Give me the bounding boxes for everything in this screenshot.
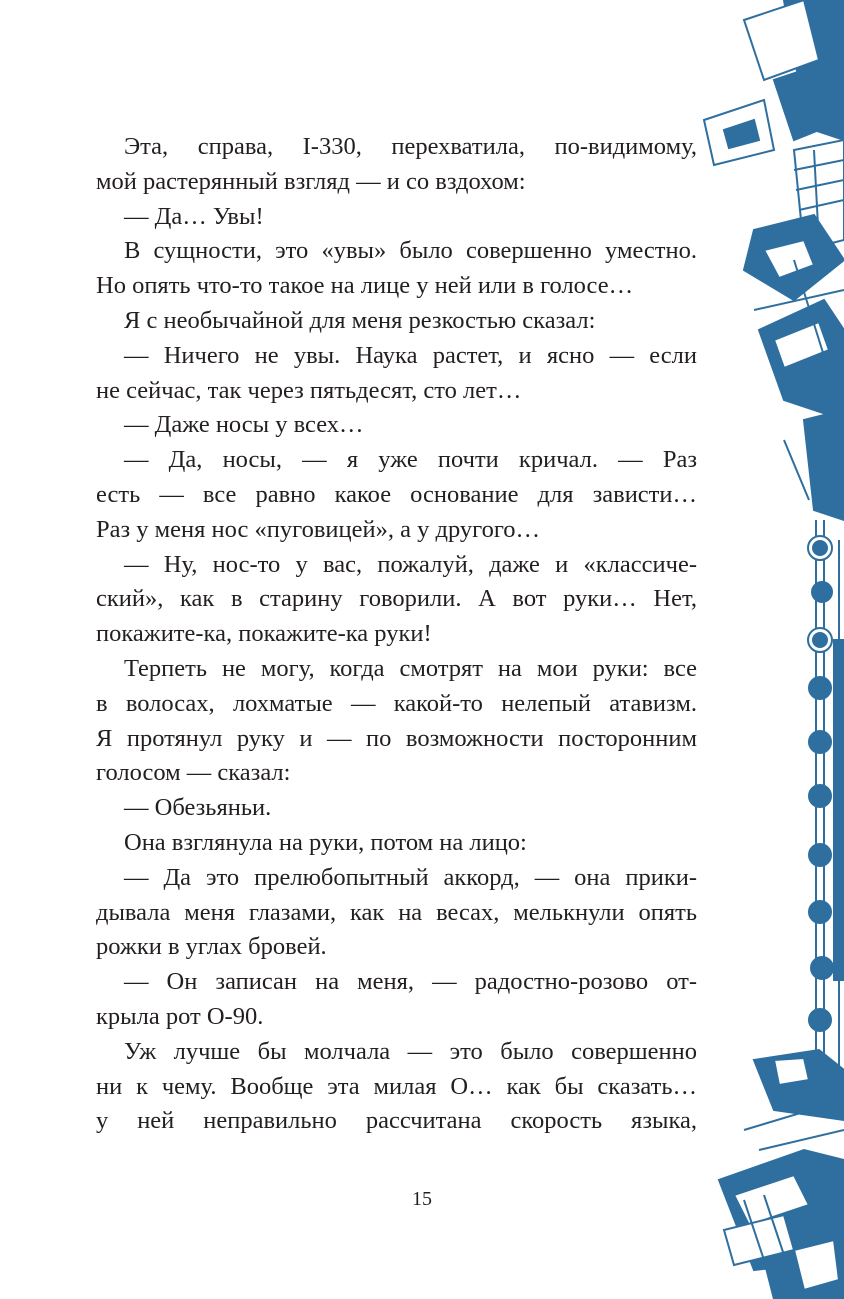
text-line: Она взглянула на руки, потом на лицо:	[124, 828, 527, 856]
text-line: Уж лучше бы молчала — это было совершенно	[124, 1037, 697, 1065]
text-line: — Даже носы у всех…	[124, 411, 364, 439]
body-text	[96, 130, 697, 1139]
text-line: голосом — сказал:	[96, 759, 291, 787]
text-line: мой растерянный взгляд — и со вздохом:	[96, 167, 526, 195]
text-line: В сущности, это «увы» было совершенно уместно.	[124, 237, 697, 265]
text-line: дывала меня глазами, как на весах, мелькнули опять	[96, 898, 697, 926]
text-line: Я с необычайной для меня резкостью сказал:	[124, 306, 596, 334]
text-line: — Обезьяньи.	[124, 794, 272, 822]
text-line: Эта, справа, I-330, перехватила, по-видимому,	[124, 133, 697, 160]
page-number: 15	[412, 1188, 432, 1210]
text-line: покажите-ка, покажите-ка руки!	[96, 620, 432, 648]
text-line: Я протянул руку и — по возможности посторонним	[96, 724, 697, 752]
text-line: — Он записан на меня, — радостно-розово от-	[124, 968, 697, 996]
text-line: ни к чему. Вообще эта милая О… как бы сказать…	[96, 1072, 697, 1100]
text-line: в волосах, лохматые — какой-то нелепый атавизм.	[96, 689, 697, 717]
text-line: — Ничего не увы. Наука растет, и ясно — если	[124, 341, 697, 369]
building-sketch-illustration	[644, 0, 844, 1299]
text-line: ский», как в старину говорили. А вот руки… Нет,	[96, 585, 697, 613]
text-line: Раз у меня нос «пуговицей», а у другого…	[96, 515, 541, 543]
text-line: не сейчас, так через пятьдесят, сто лет…	[96, 376, 522, 404]
text-line: — Да… Увы!	[124, 202, 264, 230]
text-line: есть — все равно какое основание для зависти…	[96, 480, 697, 508]
text-line: у ней неправильно рассчитана скорость языка,	[96, 1107, 697, 1135]
text-line: крыла рот О-90.	[96, 1002, 264, 1030]
text-line: — Ну, нос-то у вас, пожалуй, даже и «классиче-	[124, 550, 697, 578]
text-line: — Да это прелюбопытный аккорд, — она прики-	[124, 863, 697, 891]
text-line: Терпеть не могу, когда смотрят на мои руки: все	[124, 654, 697, 682]
text-line: Но опять что-то такое на лице у ней или в голосе…	[96, 272, 634, 300]
text-line: — Да, носы, — я уже почти кричал. — Раз	[124, 446, 697, 474]
text-line: рожки в углах бровей.	[96, 933, 327, 961]
